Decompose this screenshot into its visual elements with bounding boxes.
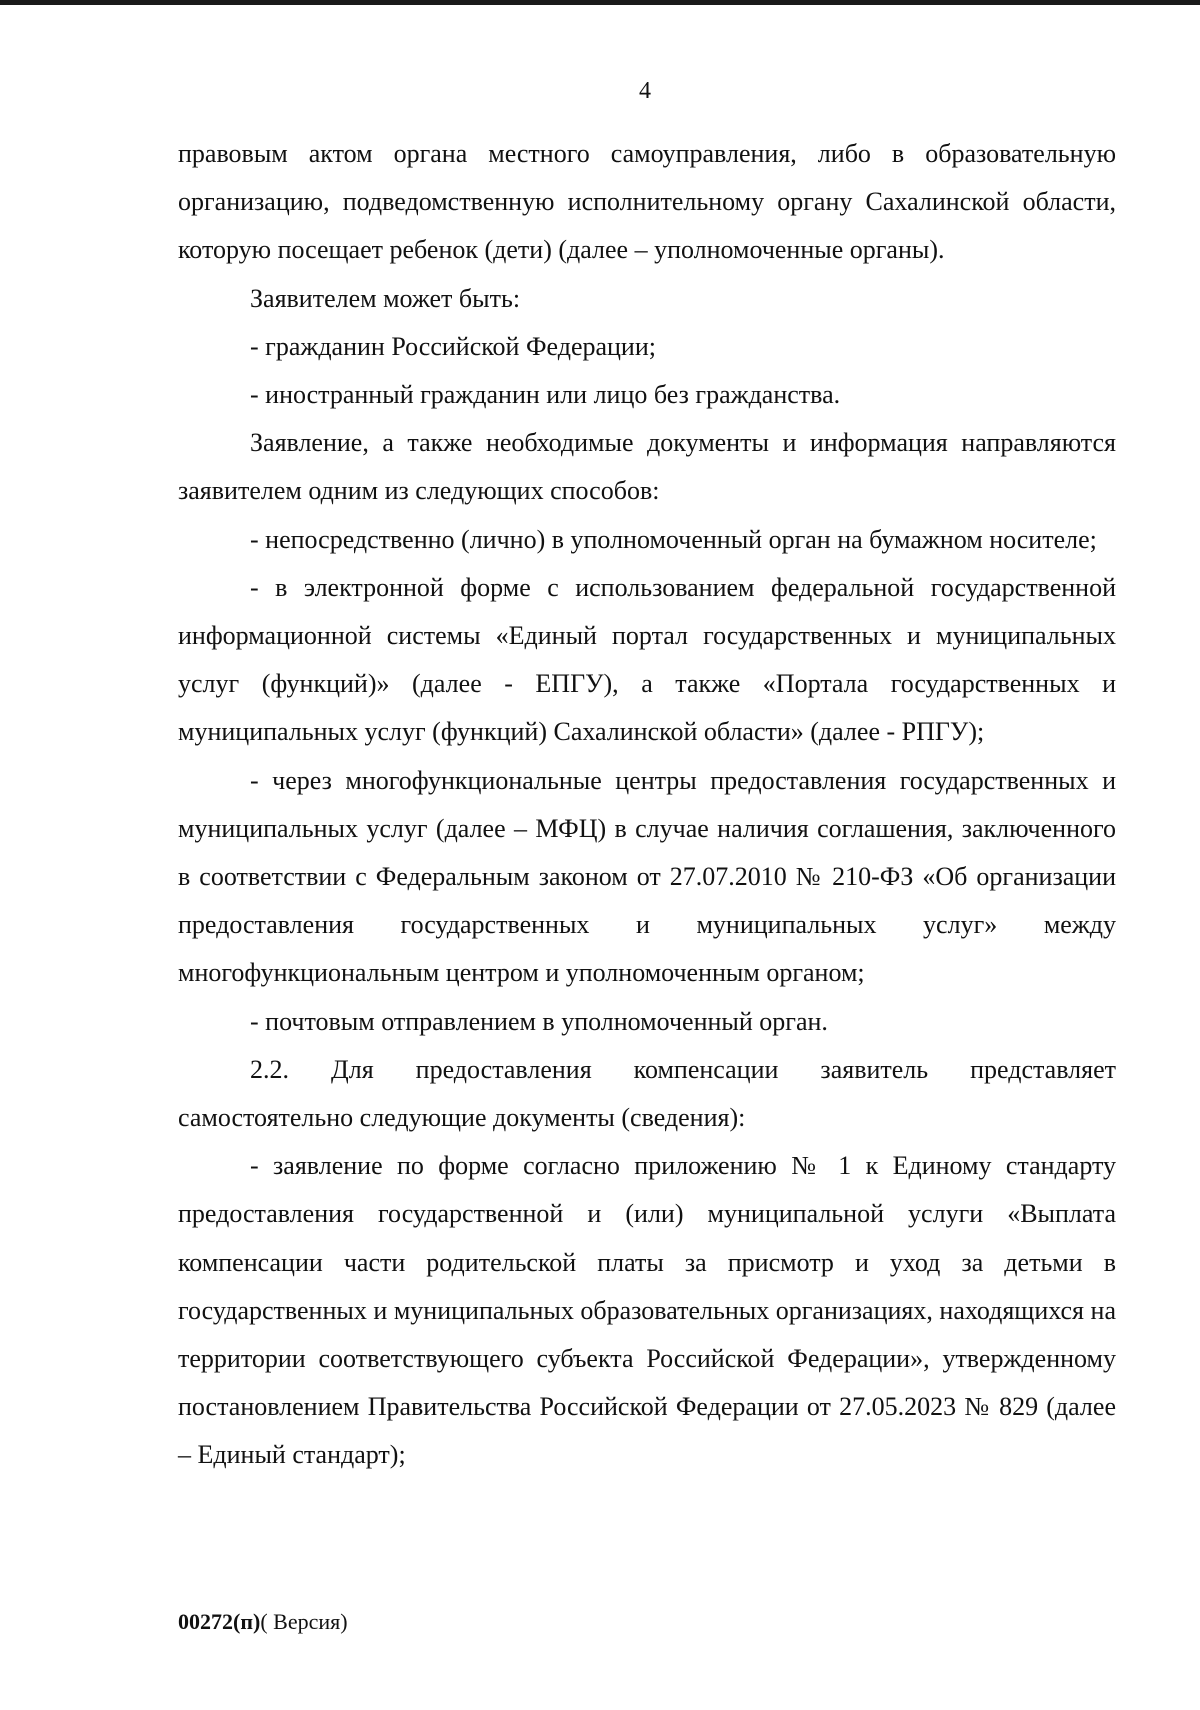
paragraph: Заявление, а также необходимые документы и информация направляются заявителем одним из следующих способов: <box>178 428 1116 506</box>
document-footer <box>178 1608 348 1636</box>
document-body <box>178 130 1116 1480</box>
paragraph: - через многофункциональные центры предоставления государственных и муниципальных услуг (далее – МФЦ) в случае наличия соглашения, заключенного в соответствии с Федеральным законом от 27.07.2010 № 210-ФЗ «Об организации предоставления государственных и муниципальных услуг» между многофункциональным центром и уполномоченным органом; <box>178 765 1116 988</box>
document-code: 00272(п) <box>178 1609 261 1634</box>
paragraph: - гражданин Российской Федерации; <box>250 331 656 361</box>
paragraph: - заявление по форме согласно приложению № 1 к Единому стандарту предоставления государственной и (или) муниципальной услуги «Выплата компенсации части родительской платы за присмотр и уход за детьми в государственных и муниципальных образовательных организациях, находящихся на территории соответствующего субъекта Российской Федерации», утвержденному постановлением Правительства Российской Федерации от 27.05.2023 № 829 (далее – Единый стандарт); <box>178 1151 1116 1470</box>
paragraph: 2.2. Для предоставления компенсации заявитель представляет самостоятельно следующие документы (сведения): <box>178 1054 1116 1133</box>
paragraph: Заявителем может быть: <box>250 283 521 313</box>
paragraph: правовым актом органа местного самоуправления, либо в образовательную организацию, подведомственную исполнительному органу Сахалинской области, которую посещает ребенок (дети) (далее – уполномоченные органы). <box>178 139 1116 265</box>
document-version: ( Версия) <box>260 1609 348 1634</box>
top-border-line <box>0 0 1200 5</box>
paragraph: - почтовым отправлением в уполномоченный орган. <box>250 1006 828 1036</box>
page-number: 4 <box>639 78 651 104</box>
paragraph: - непосредственно (лично) в уполномоченный орган на бумажном носителе; <box>250 524 1097 554</box>
paragraph: - в электронной форме с использованием федеральной государственной информационной системы «Единый портал государственных и муниципальных услуг (функций)» (далее - ЕПГУ), а также «Портала государственных и муниципальных услуг (функций) Сахалинской области» (далее - РПГУ); <box>178 572 1116 747</box>
paragraph: - иностранный гражданин или лицо без гражданства. <box>250 380 841 410</box>
